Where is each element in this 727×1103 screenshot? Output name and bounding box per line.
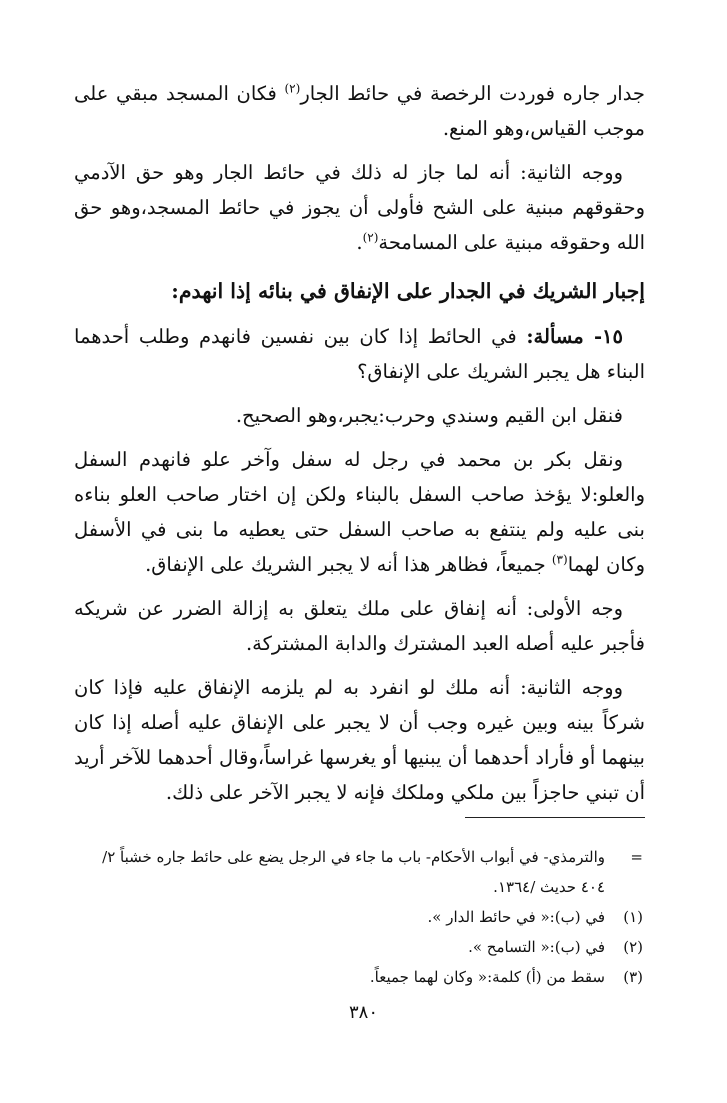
paragraph-1-text-a: جدار جاره فوردت الرخصة في حائط الجار [300,82,645,105]
issue-label: ١٥- مسألة: [526,325,623,348]
paragraph-2 [74,155,645,260]
paragraph-7: ووجه الثانية: أنه ملك لو انفرد به لم يلزمه الإنفاق عليه فإذا كان شركاً بينه وبين غيره وجب أن لا يجبر على الإنفاق عليه أصله إذا كان بينهما أو فأراد أحدهما أن يبنيها أو يغرسها غراساً،وقال أحدهما للآخر أريد أن تبني حاجزاً بين ملكي وملكك فإنه لا يجبر الآخر على ذلك. [74,676,645,804]
footnote-continuation [74,842,643,872]
paragraph-3 [74,319,645,389]
main-text [74,76,645,819]
footnote-1-text: في (ب):« في حائط الدار ». [427,908,605,926]
footnote-2 [74,932,643,962]
paragraph-4: فنقل ابن القيم وسندي وحرب:يجبر،وهو الصحيح. [235,404,623,427]
section-heading: إجبار الشريك في الجدار على الإنفاق في بنائه إذا انهدم: [171,279,645,303]
paragraph-5 [74,442,645,582]
continuation-line-2: ٤٠٤ حديث /١٣٦٤. [493,878,605,896]
footnote-1-number: (١) [623,908,643,926]
paragraph-2-text-b: . [356,231,363,254]
footnote-3 [74,962,643,992]
paragraph-1-text-b: فكان المسجد مبقي على موجب القياس،وهو المنع. [74,82,645,140]
footnote-2-number: (٢) [623,938,643,956]
paragraph-3-text: في الحائط إذا كان بين نفسين فانهدم وطلب أحدهما البناء هل يجبر الشريك على الإنفاق؟ [74,325,645,383]
footnote-continuation-2 [74,872,643,902]
footnote-2-text: في (ب):« التسامح ». [468,938,605,956]
continuation-mark: = [630,848,643,866]
paragraph-6: وجه الأولى: أنه إنفاق على ملك يتعلق به إزالة الضرر عن شريكه فأجبر عليه أصله العبد المشترك والدابة المشتركة. [74,597,645,655]
footnotes [74,842,643,992]
footnote-ref-2: (٢) [284,81,301,96]
paragraph-2-text-a: ووجه الثانية: أنه لما جاز له ذلك في حائط الجار وهو حق الآدمي وحقوقهم مبنية على الشح فأولى أن يجوز في حائط المسجد،وهو حق الله وحقوقه مبنية على المسامحة [74,161,645,254]
footnote-3-number: (٣) [623,968,643,986]
paragraph-5-text-b: جميعاً، فظاهر هذا أنه لا يجبر الشريك على الإنفاق. [145,553,552,576]
footnote-3-text: سقط من (أ) كلمة:« وكان لهما جميعاً. [369,968,605,986]
paragraph-5-text-a: ونقل بكر بن محمد في رجل له سفل وآخر علو فانهدم السفل والعلو:لا يؤخذ صاحب السفل بالبناء ولكن إن اختار صاحب العلو بناءه بنى عليه ولم ينتفع به صاحب السفل حتى يعطيه ما بنى في الأسفل وكان لهما [74,448,645,576]
page-number: ٣٨٠ [348,1002,378,1023]
continuation-line-1: والترمذي- في أبواب الأحكام- باب ما جاء في الرجل يضع على حائط جاره خشباً ٢/ [102,848,605,866]
paragraph-1 [74,76,645,146]
footnote-1 [74,902,643,932]
footnote-ref-2b: (٢) [362,230,379,245]
footnote-divider [465,817,645,818]
footnote-ref-3: (٣) [551,552,568,567]
